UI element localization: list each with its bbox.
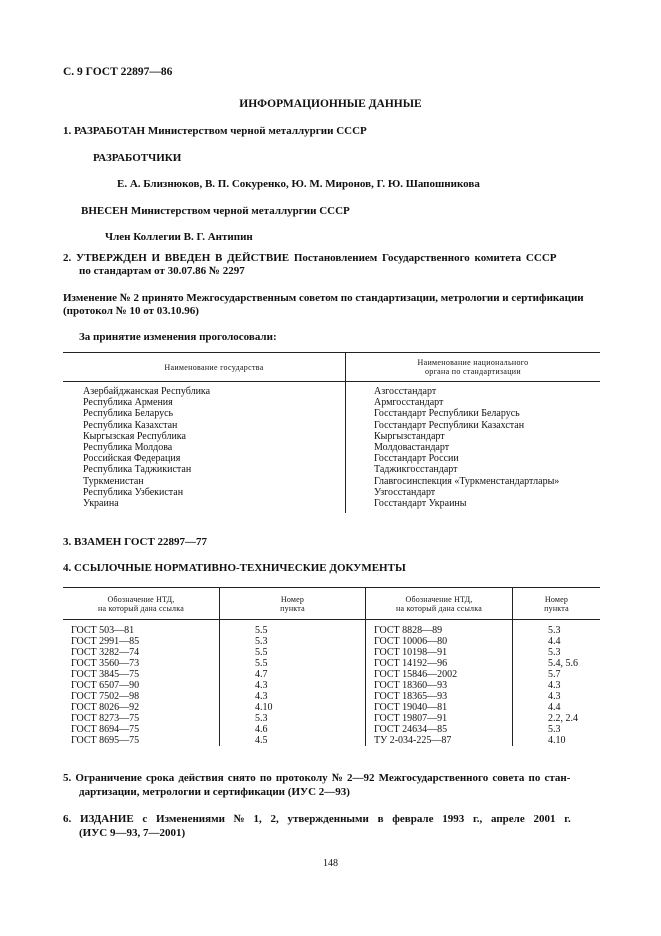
ref-col-doc-right-line1: Обозначение НТД,: [405, 594, 473, 604]
votes-table-row: [63, 442, 600, 453]
ref-doc-cell: ГОСТ 6507—90: [63, 680, 220, 691]
ref-col-item-left-line1: Номер: [280, 594, 305, 604]
votes-col-body-line1: Наименование национального: [417, 358, 529, 367]
ref-doc-cell: ТУ 2-034-225—87: [366, 735, 513, 746]
reference-table-body: [63, 620, 600, 747]
ref-doc-cell: ГОСТ 3282—74: [63, 647, 220, 658]
state-name-cell: Республика Армения: [63, 397, 346, 408]
state-name-cell: Украина: [63, 498, 346, 513]
votes-col-state: Наименование государства: [63, 353, 346, 382]
ref-item-cell: 5.3: [548, 625, 561, 636]
votes-table-row: [63, 464, 600, 475]
ref-item-cell: 4.3: [220, 691, 366, 702]
votes-table-row: [63, 487, 600, 498]
state-name-cell: Азербайджанская Республика: [63, 382, 346, 398]
votes-table-row: [63, 453, 600, 464]
reference-table-row: [63, 658, 600, 669]
ref-item-cell: 5.4, 5.6: [548, 658, 578, 669]
votes-table-row: [63, 498, 600, 513]
ref-col-doc-left: [63, 588, 220, 620]
ref-item-cell: 4.4: [548, 702, 561, 713]
developers-list: Е. А. Близнюков, В. П. Сокуренко, Ю. М. Миронов, Г. Ю. Шапошникова: [117, 178, 480, 190]
ref-doc-cell: ГОСТ 8273—75: [63, 713, 220, 724]
ref-col-item-right: [513, 588, 601, 620]
state-name-cell: Туркменистан: [63, 476, 346, 487]
votes-col-body-line2: органа по стандартизации: [425, 367, 521, 376]
standards-body-cell: Госстандарт Республики Беларусь: [374, 408, 520, 420]
standards-body-cell: Госстандарт России: [374, 453, 459, 465]
ref-col-item-left: [220, 588, 366, 620]
change-line2: (протокол № 10 от 03.10.96): [63, 305, 199, 317]
reference-table-row: [63, 735, 600, 746]
section-2-line2: по стандартам от 30.07.86 № 2297: [79, 265, 245, 277]
ref-item-cell: 4.7: [220, 669, 366, 680]
reference-table-row: [63, 636, 600, 647]
ref-item-cell: 5.7: [548, 669, 561, 680]
ref-doc-cell: ГОСТ 8695—75: [63, 735, 220, 746]
reference-table-row: [63, 669, 600, 680]
introduced-by: ВНЕСЕН Министерством черной металлургии СССР: [81, 205, 350, 217]
votes-table-row: [63, 397, 600, 408]
state-name-cell: Республика Молдова: [63, 442, 346, 453]
page-header: С. 9 ГОСТ 22897—86: [63, 66, 173, 78]
ref-col-item-right-line1: Номер: [544, 594, 569, 604]
ref-doc-cell: ГОСТ 7502—98: [63, 691, 220, 702]
votes-col-body: [346, 353, 601, 382]
document-title: ИНФОРМАЦИОННЫЕ ДАННЫЕ: [239, 98, 422, 110]
standards-body-cell: Главгосинспекция «Туркменстандартлары»: [374, 475, 560, 487]
reference-table-row: [63, 713, 600, 724]
ref-col-doc-left-line2: на который дана ссылка: [98, 603, 184, 613]
change-line1: Изменение № 2 принято Межгосударственным советом по стандартизации, метрологии и сертификации: [63, 292, 584, 304]
ref-doc-cell: ГОСТ 10006—80: [366, 636, 513, 647]
votes-table-body: [63, 382, 600, 514]
votes-table-row: [63, 420, 600, 431]
state-name-cell: Республика Беларусь: [63, 408, 346, 419]
ref-item-cell: 5.3: [220, 636, 366, 647]
reference-table-row: [63, 680, 600, 691]
votes-table-row: [63, 408, 600, 419]
section-1-developed: [63, 125, 367, 137]
reference-docs-table: [63, 587, 600, 746]
reference-table-row: [63, 620, 600, 637]
ref-col-doc-right: [366, 588, 513, 620]
ref-col-item-right-line2: пункта: [544, 603, 569, 613]
ref-item-cell: 2.2, 2.4: [548, 713, 578, 724]
voted-heading: За принятие изменения проголосовали:: [79, 331, 277, 343]
ref-doc-cell: ГОСТ 14192—96: [366, 658, 513, 669]
ref-item-cell: 5.5: [220, 620, 366, 637]
section-6-line2: (ИУС 9—93, 7—2001): [79, 827, 186, 839]
section-5-line2: дартизации, метрологии и сертификации (ИУС 2—93): [79, 786, 350, 798]
ref-doc-cell: ГОСТ 8694—75: [63, 724, 220, 735]
ref-item-cell: 4.3: [548, 680, 561, 691]
reference-table-header: [63, 588, 600, 620]
ref-item-cell: 4.10: [220, 702, 366, 713]
section-6-line1: 6. ИЗДАНИЕ с Изменениями № 1, 2, утвержденными в феврале 1993 г., апреле 2001 г.: [63, 813, 571, 825]
section-2-line1: 2. УТВЕРЖДЕН И ВВЕДЕН В ДЕЙСТВИЕ Постановлением Государственного комитета СССР: [63, 252, 557, 264]
ref-item-cell: 4.3: [220, 680, 366, 691]
state-name-cell: Кыргызская Республика: [63, 431, 346, 442]
standards-body-cell: Госстандарт Украины: [374, 498, 467, 510]
ref-doc-cell: ГОСТ 19040—81: [366, 702, 513, 713]
standards-body-cell: Кыргызстандарт: [374, 430, 445, 442]
ref-doc-cell: ГОСТ 8828—89: [366, 620, 513, 637]
state-name-cell: Российская Федерация: [63, 453, 346, 464]
reference-table-row: [63, 702, 600, 713]
ref-item-cell: 4.3: [548, 691, 561, 702]
state-name-cell: Республика Узбекистан: [63, 487, 346, 498]
votes-table-row: [63, 431, 600, 442]
section-1-num: 1.: [63, 125, 72, 137]
ref-doc-cell: ГОСТ 10198—91: [366, 647, 513, 658]
collegium-member: Член Коллегии В. Г. Антипин: [105, 231, 253, 243]
ref-doc-cell: ГОСТ 18365—93: [366, 691, 513, 702]
standards-body-cell: Госстандарт Республики Казахстан: [374, 419, 525, 431]
section-1-lead: РАЗРАБОТАН Министерством черной металлургии СССР: [74, 125, 367, 137]
ref-item-cell: 5.5: [220, 647, 366, 658]
ref-doc-cell: ГОСТ 19807—91: [366, 713, 513, 724]
ref-doc-cell: ГОСТ 2991—85: [63, 636, 220, 647]
state-name-cell: Республика Казахстан: [63, 420, 346, 431]
section-4-heading: 4. ССЫЛОЧНЫЕ НОРМАТИВНО-ТЕХНИЧЕСКИЕ ДОКУМЕНТЫ: [63, 562, 406, 574]
ref-col-item-left-line2: пункта: [280, 603, 305, 613]
section-5-line1: 5. Ограничение срока действия снято по протоколу № 2—92 Межгосударственного совета по стан-: [63, 772, 571, 784]
section-3-replaces: 3. ВЗАМЕН ГОСТ 22897—77: [63, 536, 208, 548]
votes-table-row: [63, 476, 600, 487]
ref-item-cell: 5.5: [220, 658, 366, 669]
ref-doc-cell: ГОСТ 3845—75: [63, 669, 220, 680]
ref-item-cell: 5.3: [548, 724, 561, 735]
ref-item-cell: 5.3: [220, 713, 366, 724]
ref-doc-cell: ГОСТ 15846—2002: [366, 669, 513, 680]
ref-doc-cell: ГОСТ 3560—73: [63, 658, 220, 669]
ref-doc-cell: ГОСТ 503—81: [63, 620, 220, 637]
ref-item-cell: 4.10: [548, 735, 566, 746]
state-name-cell: Республика Таджикистан: [63, 464, 346, 475]
ref-doc-cell: ГОСТ 8026—92: [63, 702, 220, 713]
standards-body-cell: Молдовастандарт: [374, 442, 450, 454]
reference-table-row: [63, 691, 600, 702]
standards-body-cell: Таджикгосстандарт: [374, 464, 458, 476]
ref-col-doc-right-line2: на который дана ссылка: [396, 603, 482, 613]
standards-body-cell: Азгосстандарт: [374, 386, 437, 397]
ref-item-cell: 5.3: [548, 647, 561, 658]
ref-item-cell: 4.6: [220, 724, 366, 735]
ref-col-doc-left-line1: Обозначение НТД,: [107, 594, 175, 604]
ref-item-cell: 4.4: [548, 636, 561, 647]
ref-doc-cell: ГОСТ 18360—93: [366, 680, 513, 691]
votes-table-row: [63, 382, 600, 398]
page-number: 148: [323, 858, 338, 869]
ref-doc-cell: ГОСТ 24634—85: [366, 724, 513, 735]
reference-table-row: [63, 724, 600, 735]
standards-body-cell: Узгосстандарт: [374, 486, 436, 498]
votes-table-header: [63, 353, 600, 382]
votes-table: [63, 352, 600, 513]
ref-item-cell: 4.5: [220, 735, 366, 746]
standards-body-cell: Армгосстандарт: [374, 397, 444, 409]
developers-label: РАЗРАБОТЧИКИ: [93, 152, 182, 164]
reference-table-row: [63, 647, 600, 658]
